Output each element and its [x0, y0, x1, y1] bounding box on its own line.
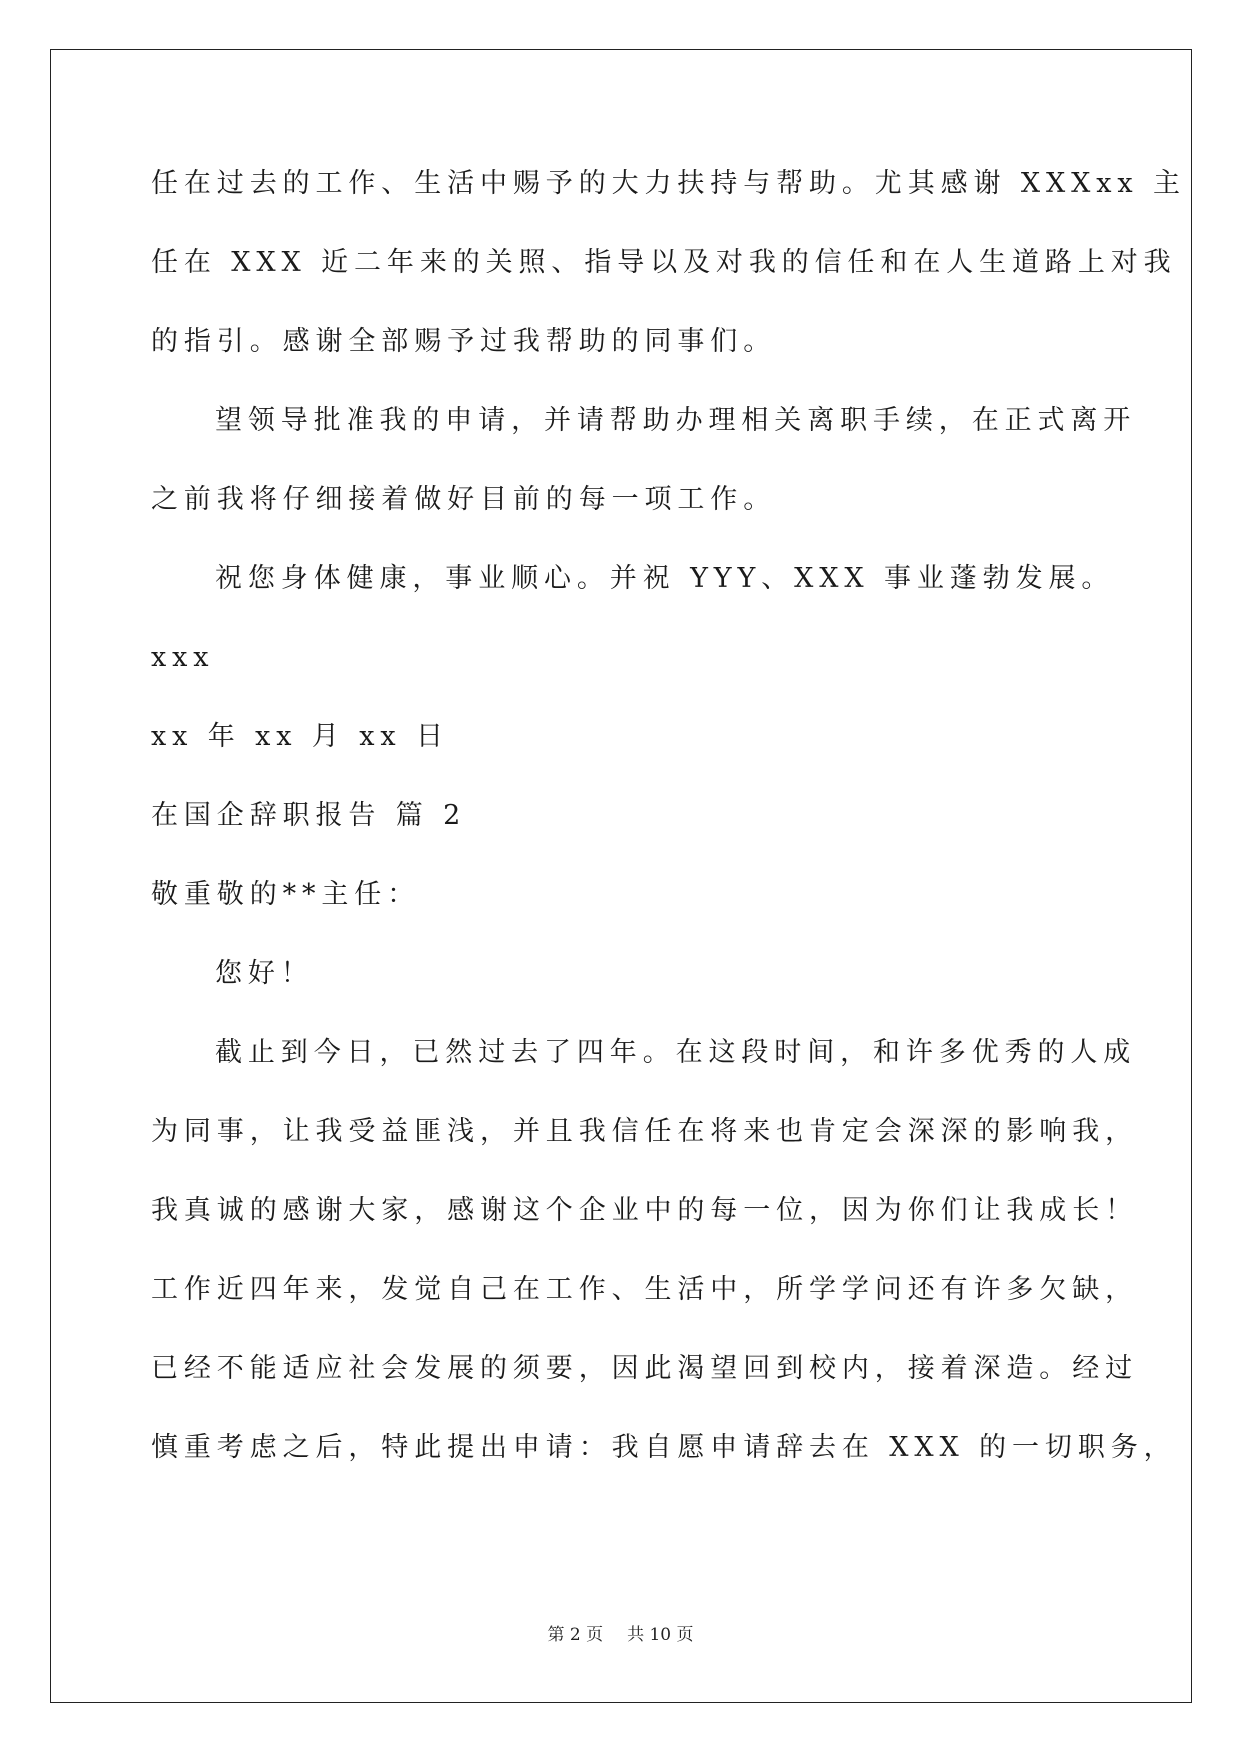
body-line: 已经不能适应社会发展的须要，因此渴望回到校内，接着深造。经过	[151, 1353, 1138, 1384]
body-line: 任在 XXX 近二年来的关照、指导以及对我的信任和在人生道路上对我	[151, 247, 1177, 278]
body-line: 祝您身体健康，事业顺心。并祝 YYY、XXX 事业蓬勃发展。	[215, 563, 1115, 594]
body-line: 的指引。感谢全部赐予过我帮助的同事们。	[151, 326, 777, 357]
page-footer	[0, 1620, 1241, 1645]
body-line: 为同事，让我受益匪浅，并且我信任在将来也肯定会深深的影响我，	[151, 1116, 1138, 1147]
body-line: 慎重考虑之后，特此提出申请：我自愿申请辞去在 XXX 的一切职务，	[151, 1432, 1177, 1463]
greeting: 您好！	[215, 958, 314, 989]
signature-name: xxx	[151, 642, 215, 673]
body-line: 望领导批准我的申请，并请帮助办理相关离职手续，在正式离开	[215, 405, 1137, 436]
body-line: 我真诚的感谢大家，感谢这个企业中的每一位，因为你们让我成长！	[151, 1195, 1138, 1226]
page-number: 第 2 页	[547, 1625, 604, 1645]
body-line: 之前我将仔细接着做好目前的每一项工作。	[151, 484, 777, 515]
body-line: 任在过去的工作、生活中赐予的大力扶持与帮助。尤其感谢 XXXxx 主	[151, 168, 1186, 199]
salutation: 敬重敬的**主任：	[151, 879, 421, 910]
section-heading: 在国企辞职报告 篇 2	[151, 800, 467, 831]
page-total: 共 10 页	[627, 1625, 694, 1645]
signature-date: xx 年 xx 月 xx 日	[151, 721, 449, 752]
body-line: 工作近四年来，发觉自己在工作、生活中，所学学问还有许多欠缺，	[151, 1274, 1138, 1305]
body-line: 截止到今日，已然过去了四年。在这段时间，和许多优秀的人成	[215, 1037, 1137, 1068]
